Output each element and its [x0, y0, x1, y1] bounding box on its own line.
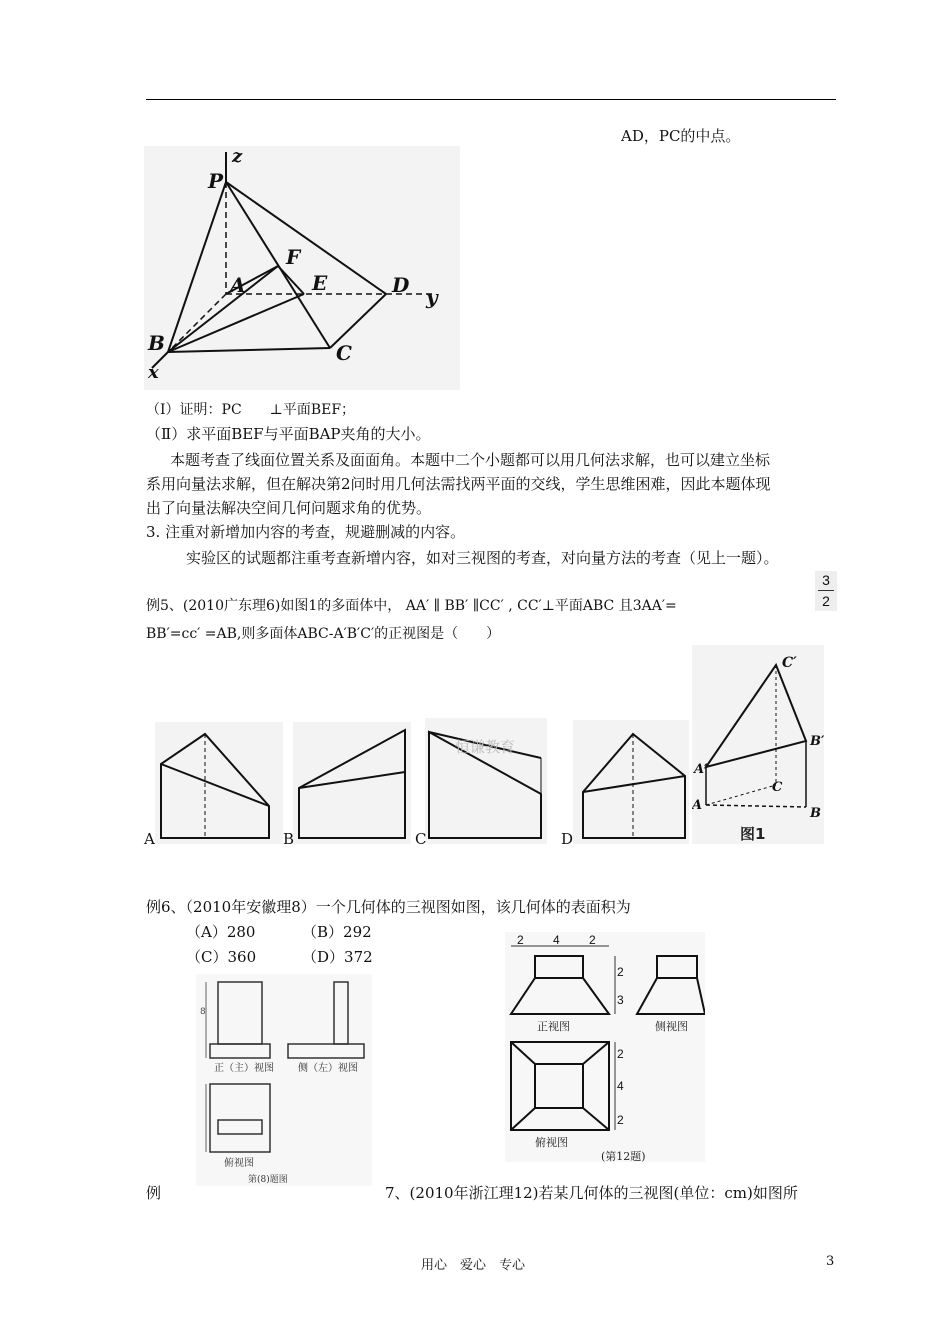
option-b-figure	[293, 722, 411, 844]
option-d-diagram	[573, 720, 689, 844]
figure-1-caption: 图1	[740, 825, 766, 843]
example-7-figure	[505, 932, 705, 1162]
example-6-option-b: （B）292	[302, 923, 372, 941]
top-view-label-7: 俯视图	[535, 1136, 568, 1149]
example-6-title: 例6、（2010年安徽理8）一个几何体的三视图如图，该几何体的表面积为	[146, 898, 631, 916]
option-label-d: D	[561, 830, 574, 848]
fraction-denominator: 2	[822, 593, 830, 609]
page-number: 3	[826, 1254, 835, 1269]
y-label: y	[426, 285, 438, 309]
option-c-figure	[425, 718, 547, 844]
example-6-option-d: （D）372	[302, 948, 373, 966]
example-6-option-a: （A）280	[186, 923, 256, 941]
question-1: （Ⅰ）证明：PC ⊥平面BEF；	[146, 402, 356, 418]
fraction-numerator: 3	[822, 572, 830, 588]
z-label: z	[232, 146, 243, 167]
front-view-label: 正（主）视图	[214, 1063, 274, 1074]
watermark-text: 恒谦教育	[455, 738, 516, 756]
example-5-line-1: 例5、(2010广东理6)如图1的多面体中， AA′ ∥ BB′ ∥CC′ , CC′⊥平面ABC 且3AA′=	[146, 598, 677, 614]
paragraph-1-line-1: 本题考查了线面位置关系及面面角。本题中二个小题都可以用几何法求解，也可以建立坐标	[170, 451, 771, 469]
option-label-c: C	[415, 830, 427, 848]
option-a-figure	[155, 722, 283, 844]
f-label: F	[286, 245, 301, 269]
label-a: A	[692, 798, 703, 813]
pyramid-figure	[144, 146, 460, 390]
question-2: （Ⅱ）求平面BEF与平面BAP夹角的大小。	[146, 425, 431, 443]
fraction-three-halves	[815, 571, 837, 611]
p-label: P	[208, 169, 224, 193]
label-b: B	[810, 806, 821, 821]
option-b-diagram	[293, 722, 411, 844]
ex6-figure-caption: 第(8)题图	[248, 1175, 288, 1185]
figure-1	[692, 645, 824, 844]
label-c-prime: C′	[782, 655, 797, 671]
e-label: E	[312, 271, 328, 295]
example-5-line-2: BB′=cc′ =AB,则多面体ABC-A′B′C′的正视图是（ ）	[146, 626, 501, 642]
example-6-diagram	[196, 974, 372, 1186]
right-dim-4: 4	[617, 1079, 624, 1093]
example-7-prefix: 例	[146, 1184, 162, 1202]
a-label: A	[230, 273, 246, 297]
dim-8-label: 8	[200, 1007, 206, 1017]
footer-text: 用心 爱心 专心	[421, 1258, 526, 1273]
option-label-b: B	[283, 830, 295, 848]
b-label: B	[148, 331, 165, 355]
pyramid-diagram	[144, 146, 460, 390]
example-6-option-c: （C）360	[186, 948, 257, 966]
right-dim-1: 2	[617, 965, 624, 979]
c-label: C	[336, 341, 352, 365]
example-6-figure	[196, 974, 372, 1186]
right-dim-3: 2	[617, 1047, 624, 1061]
paragraph-2: 实验区的试题都注重考查新增内容，如对三视图的考查，对向量方法的考查（见上一题）。	[186, 549, 779, 567]
paragraph-1-line-2: 系用向量法求解，但在解决第2问时用几何法需找两平面的交线，学生思维困难，因此本题体现	[146, 475, 771, 493]
top-dim-3: 2	[589, 933, 596, 947]
side-view-label-7: 侧视图	[655, 1020, 688, 1033]
x-label: x	[148, 362, 159, 383]
top-dim-2: 4	[553, 933, 560, 947]
option-a-diagram	[155, 722, 283, 844]
example-7-diagram	[505, 932, 705, 1162]
option-c-diagram	[425, 718, 547, 844]
header-rule	[146, 99, 836, 100]
top-view-label: 俯视图	[224, 1158, 254, 1169]
label-c: C	[772, 780, 783, 795]
label-b-prime: B′	[810, 734, 824, 749]
d-label: D	[392, 273, 410, 297]
paragraph-1-line-3: 出了向量法解决空间几何问题求角的优势。	[146, 499, 432, 517]
front-view-label-7: 正视图	[537, 1020, 570, 1033]
option-label-a: A	[144, 830, 155, 848]
fraction-bar	[818, 590, 834, 591]
label-a-prime: A′	[694, 762, 708, 777]
top-dim-1: 2	[517, 933, 524, 947]
example-7-text: 7、(2010年浙江理12)若某几何体的三视图(单位：cm)如图所	[385, 1184, 798, 1202]
right-dim-2: 3	[617, 993, 624, 1007]
right-dim-5: 2	[617, 1113, 624, 1127]
side-view-label: 侧（左）视图	[298, 1063, 358, 1074]
option-d-figure	[573, 720, 689, 844]
header-text: AD，PC的中点。	[621, 127, 741, 145]
ex7-figure-caption: (第12题)	[601, 1150, 646, 1162]
figure-1-diagram	[692, 645, 824, 844]
section-3-heading: 3. 注重对新增加内容的考查，规避删减的内容。	[146, 523, 466, 541]
